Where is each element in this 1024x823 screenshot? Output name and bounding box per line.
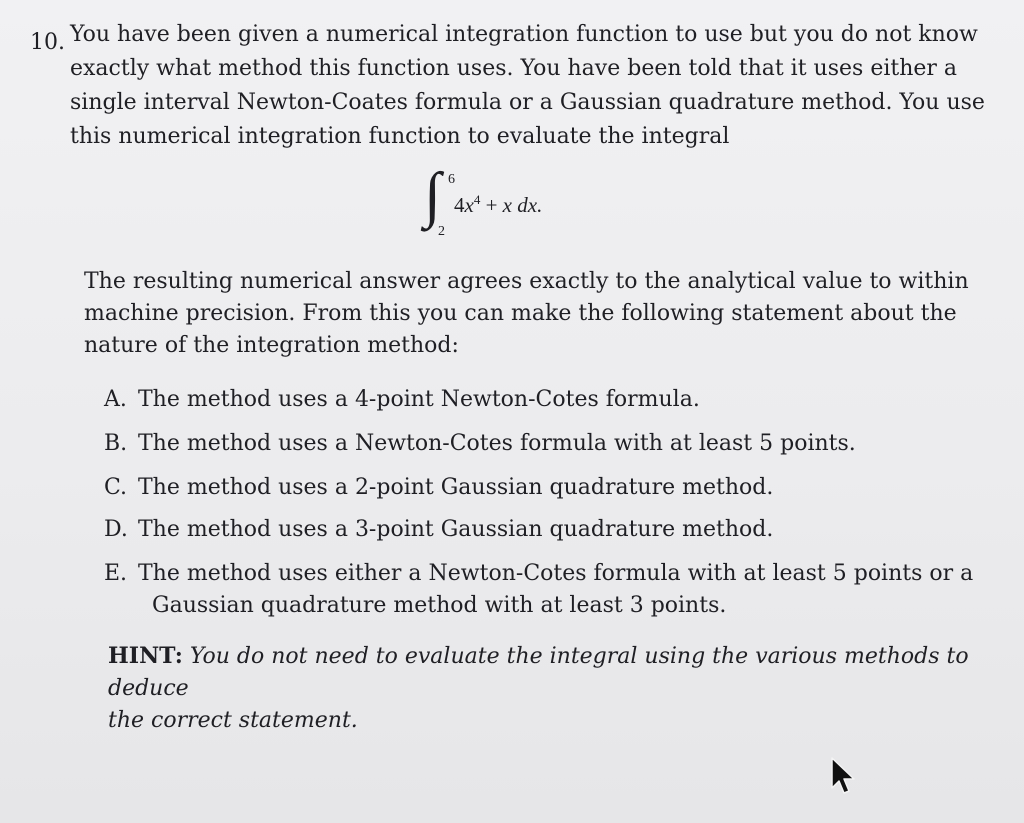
option-text: The method uses a 4-point Newton-Cotes formula. xyxy=(138,387,700,412)
stem-line-3: single interval Newton-Coates formula or a Gaussian quadrature method. You use xyxy=(70,90,985,115)
option-letter: D. xyxy=(104,517,128,542)
result-line-1: The resulting numerical answer agrees exactly to the analytical value to within xyxy=(84,269,969,294)
result-line-3: nature of the integration method: xyxy=(84,333,459,358)
option-letter: B. xyxy=(104,431,128,456)
integrand-differential: dx. xyxy=(512,193,543,217)
hint-text: You do not need to evaluate the integral using the various methods to deduce xyxy=(108,644,969,701)
option-letter: C. xyxy=(104,475,128,500)
option-text: The method uses a Newton-Cotes formula with at least 5 points. xyxy=(138,431,856,456)
option-letter: A. xyxy=(104,387,127,412)
question-number: 10. xyxy=(30,30,65,55)
integrand-plus: + xyxy=(480,193,503,217)
option-text: The method uses a 2-point Gaussian quadrature method. xyxy=(138,475,774,500)
integral-expression xyxy=(424,161,624,246)
integrand-power: 4 xyxy=(473,192,481,207)
integral-sign: ∫ xyxy=(424,161,441,229)
integrand-variable: x xyxy=(464,193,474,217)
integrand-variable-2: x xyxy=(502,193,512,217)
option-text: The method uses either a Newton-Cotes formula with at least 5 points or a xyxy=(138,561,974,586)
option-text: The method uses a 3-point Gaussian quadrature method. xyxy=(138,517,774,542)
option-a[interactable] xyxy=(104,384,700,416)
arrow-pointer-icon xyxy=(826,756,858,796)
hint-text-continued: the correct statement. xyxy=(108,708,358,733)
option-b[interactable] xyxy=(104,428,856,460)
hint-label: HINT: xyxy=(108,643,183,669)
integral-upper-limit: 6 xyxy=(448,172,455,187)
option-c[interactable] xyxy=(104,472,773,504)
integrand-coefficient: 4 xyxy=(454,193,465,217)
option-text-continued: Gaussian quadrature method with at least 3 points. xyxy=(152,593,727,618)
result-line-2: machine precision. From this you can make the following statement about the xyxy=(84,301,957,326)
option-d[interactable] xyxy=(104,514,773,546)
stem-line-1: You have been given a numerical integration function to use but you do not know xyxy=(70,22,978,47)
stem-line-4: this numerical integration function to evaluate the integral xyxy=(70,124,730,149)
stem-line-2: exactly what method this function uses. You have been told that it uses either a xyxy=(70,56,958,81)
question-stem xyxy=(70,18,985,154)
integrand xyxy=(454,192,542,218)
integral-lower-limit: 2 xyxy=(438,224,445,239)
option-letter: E. xyxy=(104,561,128,586)
result-paragraph xyxy=(84,266,969,362)
hint xyxy=(108,640,978,737)
option-e[interactable] xyxy=(104,558,973,622)
